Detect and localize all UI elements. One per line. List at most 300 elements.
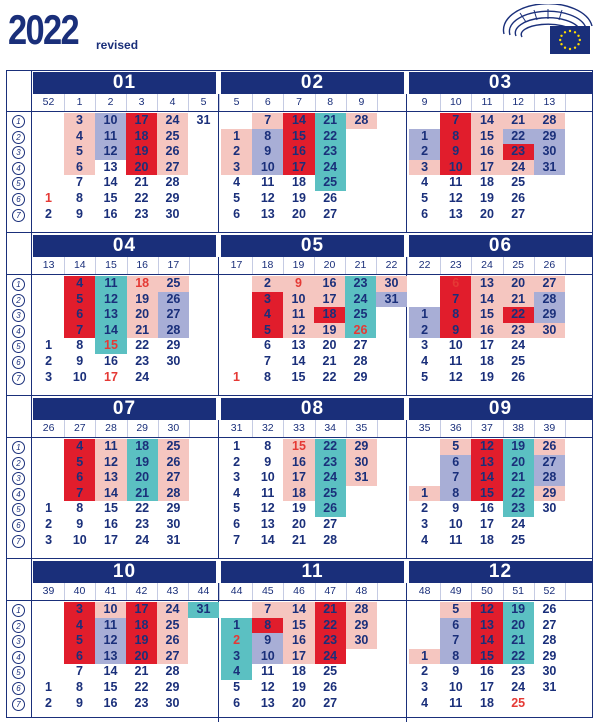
day-cell[interactable]: 20	[322, 338, 337, 353]
day-cell[interactable]: 11	[104, 439, 118, 453]
day-cell[interactable]: 30	[354, 633, 369, 648]
day-cell[interactable]: 17	[322, 291, 337, 306]
day-cell[interactable]: 15	[103, 191, 118, 205]
day-cell[interactable]: 7	[264, 602, 272, 616]
day-cell[interactable]: 21	[134, 664, 149, 679]
day-cell[interactable]: 2	[421, 322, 429, 337]
day-cell[interactable]: 15	[480, 648, 494, 663]
day-cell[interactable]: 25	[323, 664, 338, 679]
day-cell[interactable]: 22	[323, 128, 338, 143]
day-cell[interactable]: 16	[322, 276, 337, 290]
day-cell[interactable]: 3	[76, 602, 83, 616]
day-cell[interactable]: 13	[260, 206, 275, 221]
day-cell[interactable]: 6	[76, 307, 84, 322]
day-cell[interactable]: 14	[260, 532, 275, 547]
day-cell[interactable]: 25	[353, 307, 368, 322]
day-cell[interactable]: 24	[323, 648, 338, 663]
day-cell[interactable]: 22	[511, 307, 526, 322]
day-cell[interactable]: 8	[76, 338, 84, 353]
day-cell[interactable]: 28	[165, 664, 180, 679]
day-cell[interactable]: 24	[511, 680, 526, 694]
day-cell[interactable]: 27	[542, 276, 557, 290]
day-cell[interactable]: 23	[353, 276, 368, 290]
day-cell[interactable]: 16	[480, 144, 494, 159]
day-cell[interactable]: 3	[233, 159, 241, 174]
day-cell[interactable]: 31	[196, 113, 211, 127]
day-cell[interactable]: 7	[76, 664, 83, 679]
day-cell[interactable]: 18	[292, 175, 306, 190]
day-cell[interactable]: 2	[264, 276, 271, 290]
day-cell[interactable]: 10	[448, 517, 463, 531]
day-cell[interactable]: 3	[421, 338, 429, 353]
day-cell[interactable]: 23	[323, 633, 338, 648]
day-cell[interactable]: 1	[45, 338, 53, 353]
day-cell[interactable]: 24	[135, 369, 150, 384]
day-cell[interactable]: 6	[76, 159, 83, 174]
day-cell[interactable]: 14	[480, 633, 494, 648]
day-cell[interactable]: 1	[233, 439, 241, 453]
day-cell[interactable]: 29	[542, 485, 557, 500]
day-cell[interactable]: 7	[233, 532, 241, 547]
day-cell[interactable]: 8	[452, 307, 460, 322]
day-cell[interactable]: 18	[292, 485, 306, 500]
day-cell[interactable]: 10	[103, 113, 118, 127]
day-cell[interactable]: 23	[135, 354, 150, 368]
day-cell[interactable]: 14	[480, 291, 494, 306]
day-cell[interactable]: 14	[104, 322, 118, 337]
day-cell[interactable]: 8	[452, 128, 460, 143]
day-cell[interactable]: 20	[511, 617, 526, 632]
day-cell[interactable]: 31	[196, 602, 211, 616]
day-cell[interactable]: 1	[421, 128, 429, 143]
day-cell[interactable]: 5	[421, 191, 429, 205]
day-cell[interactable]: 15	[104, 338, 118, 353]
day-cell[interactable]: 3	[76, 113, 83, 127]
day-cell[interactable]: 20	[134, 159, 149, 174]
day-cell[interactable]: 17	[480, 338, 494, 353]
day-cell[interactable]: 18	[480, 695, 494, 710]
day-cell[interactable]: 2	[421, 501, 429, 516]
day-cell[interactable]: 14	[103, 175, 118, 190]
day-cell[interactable]: 17	[134, 602, 149, 616]
day-cell[interactable]: 27	[165, 159, 180, 174]
day-cell[interactable]: 14	[104, 485, 118, 500]
day-cell[interactable]: 4	[76, 128, 83, 143]
day-cell[interactable]: 21	[511, 113, 526, 127]
day-cell[interactable]: 21	[322, 354, 337, 368]
day-cell[interactable]: 15	[292, 128, 306, 143]
day-cell[interactable]: 13	[448, 206, 463, 221]
day-cell[interactable]: 5	[452, 439, 460, 453]
day-cell[interactable]: 13	[104, 307, 118, 322]
day-cell[interactable]: 22	[135, 338, 150, 353]
day-cell[interactable]: 7	[452, 470, 460, 485]
day-cell[interactable]: 21	[511, 633, 526, 648]
day-cell[interactable]: 15	[480, 128, 494, 143]
day-cell[interactable]: 26	[166, 291, 181, 306]
day-cell[interactable]: 3	[264, 291, 271, 306]
day-cell[interactable]: 10	[260, 159, 275, 174]
day-cell[interactable]: 31	[542, 159, 557, 174]
day-cell[interactable]: 10	[448, 680, 463, 694]
day-cell[interactable]: 23	[135, 517, 150, 531]
day-cell[interactable]: 7	[452, 113, 460, 127]
day-cell[interactable]: 24	[165, 602, 180, 616]
day-cell[interactable]: 7	[76, 175, 83, 190]
day-cell[interactable]: 12	[260, 501, 275, 516]
day-cell[interactable]: 17	[480, 159, 494, 174]
day-cell[interactable]: 19	[292, 680, 306, 694]
day-cell[interactable]: 17	[292, 159, 306, 174]
day-cell[interactable]: 9	[76, 206, 83, 221]
day-cell[interactable]: 9	[76, 517, 84, 531]
day-cell[interactable]: 21	[134, 175, 149, 190]
day-cell[interactable]: 20	[135, 307, 150, 322]
day-cell[interactable]: 19	[480, 369, 494, 384]
day-cell[interactable]: 21	[511, 291, 526, 306]
day-cell[interactable]: 4	[76, 439, 84, 453]
day-cell[interactable]: 12	[260, 680, 275, 694]
day-cell[interactable]: 1	[233, 128, 241, 143]
day-cell[interactable]: 9	[264, 144, 272, 159]
day-cell[interactable]: 5	[76, 454, 84, 469]
day-cell[interactable]: 11	[291, 307, 306, 322]
day-cell[interactable]: 27	[353, 338, 368, 353]
day-cell[interactable]: 21	[511, 470, 526, 485]
day-cell[interactable]: 20	[511, 454, 526, 469]
day-cell[interactable]: 11	[449, 532, 463, 547]
day-cell[interactable]: 28	[165, 175, 180, 190]
day-cell[interactable]: 3	[233, 470, 241, 485]
day-cell[interactable]: 20	[511, 276, 526, 290]
day-cell[interactable]: 11	[261, 175, 275, 190]
day-cell[interactable]: 18	[480, 354, 494, 368]
day-cell[interactable]: 11	[449, 354, 463, 368]
day-cell[interactable]: 20	[135, 470, 150, 485]
day-cell[interactable]: 7	[452, 633, 460, 648]
day-cell[interactable]: 27	[323, 517, 338, 531]
day-cell[interactable]: 26	[323, 680, 338, 694]
day-cell[interactable]: 19	[292, 501, 306, 516]
day-cell[interactable]: 23	[134, 695, 149, 710]
day-cell[interactable]: 25	[323, 175, 338, 190]
day-cell[interactable]: 6	[452, 454, 460, 469]
day-cell[interactable]: 27	[165, 648, 180, 663]
day-cell[interactable]: 20	[480, 206, 494, 221]
day-cell[interactable]: 28	[542, 291, 557, 306]
day-cell[interactable]: 18	[480, 175, 494, 190]
day-cell[interactable]: 19	[135, 291, 150, 306]
day-cell[interactable]: 29	[166, 501, 181, 516]
day-cell[interactable]: 29	[354, 439, 369, 453]
day-cell[interactable]: 14	[480, 113, 494, 127]
day-cell[interactable]: 2	[45, 695, 52, 710]
day-cell[interactable]: 6	[264, 338, 271, 353]
day-cell[interactable]: 16	[104, 517, 118, 531]
day-cell[interactable]: 10	[260, 470, 275, 485]
day-cell[interactable]: 8	[452, 485, 460, 500]
day-cell[interactable]: 3	[233, 648, 241, 663]
day-cell[interactable]: 28	[353, 354, 368, 368]
day-cell[interactable]: 11	[261, 664, 275, 679]
day-cell[interactable]: 4	[421, 354, 429, 368]
day-cell[interactable]: 10	[103, 602, 118, 616]
day-cell[interactable]: 13	[104, 470, 118, 485]
day-cell[interactable]: 11	[449, 695, 463, 710]
day-cell[interactable]: 28	[354, 113, 369, 127]
day-cell[interactable]: 12	[103, 144, 118, 159]
day-cell[interactable]: 11	[103, 128, 118, 143]
day-cell[interactable]: 26	[511, 191, 526, 205]
day-cell[interactable]: 11	[104, 276, 118, 290]
day-cell[interactable]: 26	[353, 322, 368, 337]
day-cell[interactable]: 1	[233, 617, 241, 632]
day-cell[interactable]: 6	[233, 695, 241, 710]
day-cell[interactable]: 12	[104, 454, 118, 469]
day-cell[interactable]: 26	[165, 633, 180, 648]
day-cell[interactable]: 22	[511, 485, 526, 500]
day-cell[interactable]: 23	[134, 206, 149, 221]
day-cell[interactable]: 11	[261, 485, 275, 500]
day-cell[interactable]: 30	[384, 276, 399, 290]
day-cell[interactable]: 19	[134, 633, 149, 648]
day-cell[interactable]: 18	[292, 664, 306, 679]
day-cell[interactable]: 29	[542, 648, 557, 663]
day-cell[interactable]: 19	[511, 602, 526, 616]
day-cell[interactable]: 13	[291, 338, 306, 353]
day-cell[interactable]: 21	[323, 113, 338, 127]
day-cell[interactable]: 12	[103, 633, 118, 648]
day-cell[interactable]: 14	[292, 602, 306, 616]
day-cell[interactable]: 22	[511, 128, 526, 143]
day-cell[interactable]: 12	[104, 291, 118, 306]
day-cell[interactable]: 18	[135, 276, 150, 290]
day-cell[interactable]: 3	[421, 680, 429, 694]
day-cell[interactable]: 25	[166, 276, 181, 290]
day-cell[interactable]: 16	[480, 664, 494, 679]
day-cell[interactable]: 1	[45, 680, 52, 694]
day-cell[interactable]: 10	[448, 159, 463, 174]
day-cell[interactable]: 18	[322, 307, 337, 322]
day-cell[interactable]: 4	[421, 175, 429, 190]
day-cell[interactable]: 8	[264, 439, 272, 453]
day-cell[interactable]: 13	[103, 648, 118, 663]
day-cell[interactable]: 27	[166, 470, 181, 485]
day-cell[interactable]: 13	[480, 617, 494, 632]
day-cell[interactable]: 29	[542, 307, 557, 322]
day-cell[interactable]: 28	[323, 532, 338, 547]
day-cell[interactable]: 26	[323, 501, 338, 516]
day-cell[interactable]: 12	[448, 191, 463, 205]
day-cell[interactable]: 6	[233, 517, 241, 531]
day-cell[interactable]: 28	[542, 633, 557, 648]
day-cell[interactable]: 8	[264, 128, 272, 143]
day-cell[interactable]: 16	[292, 454, 306, 469]
day-cell[interactable]: 19	[322, 322, 337, 337]
day-cell[interactable]: 9	[76, 354, 84, 368]
day-cell[interactable]: 8	[264, 617, 272, 632]
day-cell[interactable]: 17	[134, 113, 149, 127]
day-cell[interactable]: 2	[45, 517, 53, 531]
day-cell[interactable]: 2	[421, 144, 429, 159]
day-cell[interactable]: 26	[511, 369, 526, 384]
day-cell[interactable]: 5	[76, 144, 83, 159]
day-cell[interactable]: 18	[135, 439, 150, 453]
day-cell[interactable]: 24	[353, 291, 368, 306]
day-cell[interactable]: 12	[291, 322, 306, 337]
day-cell[interactable]: 23	[323, 144, 338, 159]
day-cell[interactable]: 7	[264, 354, 271, 368]
day-cell[interactable]: 16	[480, 501, 494, 516]
day-cell[interactable]: 12	[480, 439, 494, 453]
day-cell[interactable]: 17	[292, 470, 306, 485]
day-cell[interactable]: 16	[103, 206, 118, 221]
day-cell[interactable]: 11	[449, 175, 463, 190]
day-cell[interactable]: 30	[542, 664, 557, 679]
day-cell[interactable]: 26	[165, 144, 180, 159]
day-cell[interactable]: 23	[323, 454, 338, 469]
day-cell[interactable]: 2	[233, 454, 241, 469]
day-cell[interactable]: 2	[45, 206, 52, 221]
day-cell[interactable]: 29	[165, 191, 180, 205]
day-cell[interactable]: 9	[452, 664, 460, 679]
day-cell[interactable]: 8	[452, 648, 460, 663]
day-cell[interactable]: 30	[542, 322, 557, 337]
day-cell[interactable]: 16	[292, 144, 306, 159]
day-cell[interactable]: 14	[292, 113, 306, 127]
day-cell[interactable]: 7	[76, 485, 84, 500]
day-cell[interactable]: 8	[76, 191, 83, 205]
day-cell[interactable]: 23	[511, 322, 526, 337]
day-cell[interactable]: 20	[292, 695, 306, 710]
day-cell[interactable]: 6	[76, 648, 83, 663]
day-cell[interactable]: 23	[511, 144, 526, 159]
day-cell[interactable]: 24	[135, 532, 150, 547]
day-cell[interactable]: 27	[511, 206, 526, 221]
day-cell[interactable]: 24	[323, 159, 338, 174]
day-cell[interactable]: 30	[542, 501, 557, 516]
day-cell[interactable]: 29	[354, 617, 369, 632]
day-cell[interactable]: 18	[134, 128, 149, 143]
day-cell[interactable]: 27	[323, 206, 338, 221]
day-cell[interactable]: 20	[292, 206, 306, 221]
day-cell[interactable]: 2	[421, 664, 429, 679]
day-cell[interactable]: 25	[165, 128, 180, 143]
day-cell[interactable]: 10	[72, 532, 87, 547]
day-cell[interactable]: 13	[103, 159, 118, 174]
day-cell[interactable]: 24	[511, 517, 526, 531]
day-cell[interactable]: 8	[76, 501, 84, 516]
day-cell[interactable]: 4	[233, 175, 241, 190]
day-cell[interactable]: 6	[76, 470, 84, 485]
day-cell[interactable]: 29	[165, 680, 180, 694]
day-cell[interactable]: 24	[165, 113, 180, 127]
day-cell[interactable]: 10	[260, 648, 275, 663]
day-cell[interactable]: 20	[134, 648, 149, 663]
day-cell[interactable]: 30	[354, 454, 369, 469]
day-cell[interactable]: 3	[421, 159, 429, 174]
day-cell[interactable]: 22	[323, 617, 338, 632]
day-cell[interactable]: 19	[480, 191, 494, 205]
day-cell[interactable]: 4	[421, 695, 429, 710]
day-cell[interactable]: 5	[76, 633, 83, 648]
day-cell[interactable]: 29	[353, 369, 368, 384]
day-cell[interactable]: 5	[233, 680, 241, 694]
day-cell[interactable]: 22	[322, 369, 337, 384]
day-cell[interactable]: 23	[511, 664, 526, 679]
day-cell[interactable]: 26	[166, 454, 181, 469]
day-cell[interactable]: 12	[260, 191, 275, 205]
day-cell[interactable]: 12	[480, 602, 494, 616]
day-cell[interactable]: 5	[421, 369, 429, 384]
day-cell[interactable]: 21	[323, 602, 338, 616]
day-cell[interactable]: 2	[45, 354, 53, 368]
day-cell[interactable]: 6	[233, 206, 241, 221]
day-cell[interactable]: 25	[323, 485, 338, 500]
day-cell[interactable]: 18	[480, 532, 494, 547]
day-cell[interactable]: 5	[452, 602, 460, 616]
day-cell[interactable]: 22	[135, 501, 150, 516]
day-cell[interactable]: 10	[291, 291, 306, 306]
day-cell[interactable]: 10	[448, 338, 463, 353]
day-cell[interactable]: 19	[292, 191, 306, 205]
day-cell[interactable]: 8	[264, 369, 271, 384]
day-cell[interactable]: 31	[166, 532, 181, 547]
day-cell[interactable]: 26	[542, 602, 557, 616]
day-cell[interactable]: 28	[354, 602, 369, 616]
day-cell[interactable]: 9	[295, 276, 302, 290]
day-cell[interactable]: 9	[452, 322, 460, 337]
day-cell[interactable]: 25	[511, 354, 526, 368]
day-cell[interactable]: 25	[511, 532, 526, 547]
day-cell[interactable]: 22	[511, 648, 526, 663]
day-cell[interactable]: 21	[135, 485, 150, 500]
day-cell[interactable]: 24	[511, 338, 526, 353]
day-cell[interactable]: 1	[233, 369, 240, 384]
day-cell[interactable]: 9	[264, 633, 272, 648]
day-cell[interactable]: 16	[292, 633, 306, 648]
day-cell[interactable]: 2	[233, 144, 241, 159]
day-cell[interactable]: 25	[511, 175, 526, 190]
day-cell[interactable]: 12	[448, 369, 463, 384]
day-cell[interactable]: 1	[421, 648, 429, 663]
day-cell[interactable]: 6	[452, 276, 460, 290]
day-cell[interactable]: 16	[103, 695, 118, 710]
day-cell[interactable]: 19	[134, 144, 149, 159]
day-cell[interactable]: 1	[421, 307, 429, 322]
day-cell[interactable]: 31	[384, 291, 399, 306]
day-cell[interactable]: 29	[166, 338, 181, 353]
day-cell[interactable]: 27	[542, 617, 557, 632]
day-cell[interactable]: 28	[166, 322, 181, 337]
day-cell[interactable]: 5	[264, 322, 271, 337]
day-cell[interactable]: 6	[452, 617, 460, 632]
day-cell[interactable]: 23	[511, 501, 526, 516]
day-cell[interactable]: 9	[264, 454, 272, 469]
day-cell[interactable]: 30	[166, 354, 181, 368]
day-cell[interactable]: 3	[45, 532, 53, 547]
day-cell[interactable]: 17	[104, 532, 118, 547]
day-cell[interactable]: 21	[292, 532, 306, 547]
day-cell[interactable]: 14	[291, 354, 306, 368]
day-cell[interactable]: 2	[233, 633, 241, 648]
day-cell[interactable]: 15	[480, 485, 494, 500]
day-cell[interactable]: 4	[76, 617, 83, 632]
day-cell[interactable]: 16	[104, 354, 118, 368]
day-cell[interactable]: 15	[292, 439, 306, 453]
day-cell[interactable]: 17	[480, 680, 494, 694]
day-cell[interactable]: 3	[45, 369, 53, 384]
